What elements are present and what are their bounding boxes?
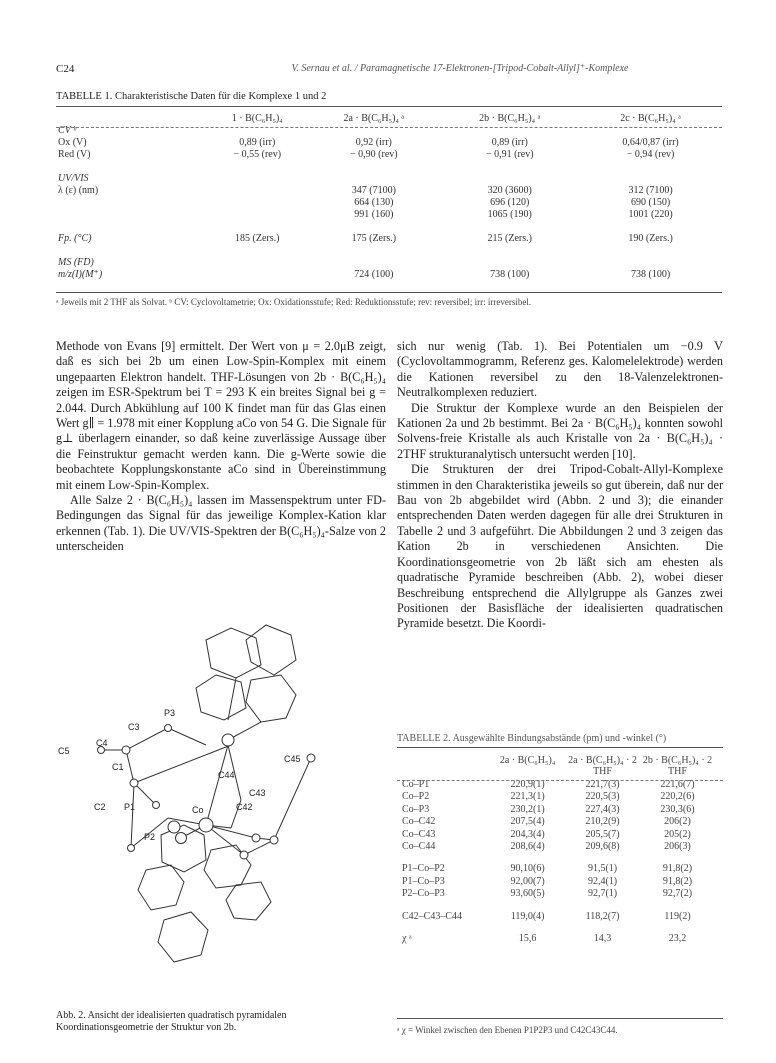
table-cell (206, 269, 308, 281)
table-cell: 221,6(7) (660, 779, 695, 790)
table-cell (439, 173, 580, 185)
table-cell: 91,5(1) (587, 863, 618, 875)
table-row (56, 209, 721, 221)
table-cell (580, 161, 721, 173)
table-row (400, 901, 715, 911)
table-cell: 1001 (220) (628, 209, 673, 220)
table-cell: 0,89 (irr) (239, 137, 276, 148)
paragraph: Die Strukturen der drei Tripod-Cobalt-Allyl-Komplexe stimmen in den Charakteristika jeweils so gut überein, daß nur der Bau von 2b abgebildet wird (Abbn. 2 und 3); die einander entsprechenden Daten werden dagegen für alle drei Strukturen in Tabelle 2 und 3 aufgeführt. Die Abbildungen 2 und 3 zeigen das Kation 2b in verschiedenen Ansichten. Die Koordinationsgeometrie von 2b läßt sich am ehesten als quadratische Pyramide beschreiben (Abb. 2), wobei dieser Beschreibung entsprechend die Allylgruppe als Ganzes zwei Positionen der Basisfläche der idealisierten quadratischen Pyramide besetzt. Die Koordi- (397, 462, 723, 631)
table-row (400, 853, 715, 863)
table-cell (580, 221, 721, 233)
table-cell: 221,7(3) (585, 779, 620, 790)
table1-header-cell (56, 113, 206, 125)
table-cell (206, 245, 308, 257)
table-cell (206, 185, 308, 197)
table-cell: − 0,55 (rev) (233, 149, 282, 160)
table-cell: 991 (160) (354, 209, 394, 220)
table-cell: 119,0(4) (510, 910, 545, 922)
table2-top-rule (397, 747, 723, 748)
table-cell: Co–C43 (402, 828, 436, 840)
table-row (56, 197, 721, 209)
table-row (400, 923, 715, 933)
atom-label: C3 (128, 722, 140, 732)
table-cell: CV ᵇ (58, 125, 76, 136)
table-cell (580, 257, 721, 269)
table-cell: 230,3(6) (660, 803, 695, 815)
table-row (400, 829, 715, 841)
table-cell (439, 221, 580, 233)
table-cell: 14,3 (593, 933, 612, 945)
table-cell: Co–C44 (402, 841, 436, 853)
atom-label: C42 (236, 802, 253, 812)
table-cell: 208,6(4) (510, 841, 545, 853)
paragraph: Methode von Evans [9] ermittelt. Der Wert von μ = 2.0μB zeigt, daß es sich bei 2b um einen Low-Spin-Komplex mit einem ungepaarten Elektron handelt. THF-Lösungen von 2b · B(C₆H₅)₄ zeigen im ESR-Spektrum bei T = 293 K ein breites Signal bei g = 2.044. Durch Abkühlung auf 100 K findet man für das Glas einen Wert g∥ = 1.978 mit einer Kopplung aCo von 54 G. Die Signale für g⊥ überlagern einander, so daß keine zuverlässige Aussage über die Feinstruktur gemacht werden kann. Die g-Werte sowie die beobachtete Kopplungskonstante aCo sind in Übereinstimmung mit einem Low-Spin-Komplex. (56, 339, 386, 492)
paragraph: sich nur wenig (Tab. 1). Bei Potentialen um −0.9 V (Cyclovoltammogramm, Referenz ges. Kalomelelektrode) werden die Kationen reversibel zu den 18-Valenzelektronen-Neutralkomplexen reduziert. (397, 339, 723, 400)
table-row (400, 841, 715, 853)
table-cell: Co–P1 (402, 779, 430, 790)
body-column-right (397, 339, 723, 632)
table1-header-cell: 2b · B(C₆H₅)₄ ᵃ (479, 113, 541, 124)
table-row (56, 269, 721, 281)
table-row (400, 816, 715, 828)
table-cell: 738 (100) (490, 269, 530, 280)
table-cell: P1–Co–P3 (402, 875, 445, 887)
atom-label: C45 (284, 754, 301, 764)
table1-header-cell: 2a · B(C₆H₅)₄ ᵃ (343, 113, 405, 124)
table-cell: 221,3(1) (510, 791, 545, 803)
table-row (56, 233, 721, 245)
table-cell: 0,89 (irr) (491, 137, 528, 148)
table-cell: 190 (Zers.) (628, 233, 673, 244)
table-row (56, 245, 721, 257)
table-row (56, 137, 721, 149)
table-cell: P1–Co–P2 (402, 863, 445, 875)
table-cell (490, 901, 565, 911)
table-cell (439, 257, 580, 269)
table-cell (400, 923, 490, 933)
table-row (56, 149, 721, 161)
table-cell: m/z(I)(M⁺) (58, 269, 103, 280)
table-cell (308, 221, 439, 233)
table-cell: 724 (100) (354, 269, 394, 280)
table-cell: 215 (Zers.) (487, 233, 532, 244)
table-cell: 92,7(1) (587, 888, 618, 900)
table1-header-rule (56, 127, 722, 128)
table-row (400, 911, 715, 923)
table-cell: 347 (7100) (351, 185, 396, 196)
table1-footnote: ᵃ Jeweils mit 2 THF als Solvat. ᵇ CV: Cyclovoltametrie; Ox: Oxidationsstufe; Red: Reduktionsstufe; rev: reversibel; irr: irreversibel. (56, 297, 532, 307)
table-cell (56, 221, 206, 233)
table1 (56, 113, 721, 281)
table-row (400, 804, 715, 816)
figure-caption: Abb. 2. Ansicht der idealisierten quadratisch pyramidalen Koordinationsgeometrie der Struktur von 2b. (56, 1010, 287, 1033)
table2-header-rule (397, 780, 723, 781)
table-cell: λ (ε) (nm) (58, 185, 99, 196)
table-cell: Fp. (°C) (58, 233, 92, 244)
table-cell: 210,2(9) (585, 816, 620, 828)
table-cell (565, 923, 640, 933)
table-cell (580, 173, 721, 185)
table-cell: 220,9(1) (510, 779, 545, 790)
running-title: V. Sernau et al. / Paramagnetische 17-Elektronen-[Tripod-Cobalt-Allyl]⁺-Komplexe (291, 63, 629, 74)
table-row (56, 161, 721, 173)
table-row (400, 791, 715, 803)
table-cell: 175 (Zers.) (351, 233, 397, 244)
table-cell (206, 197, 308, 209)
atom-label: P3 (164, 708, 176, 718)
table-cell: − 0,91 (rev) (485, 149, 534, 160)
atom-label: C44 (218, 770, 235, 780)
table-cell: χ ᵃ (402, 933, 412, 945)
table-cell: 92,4(1) (587, 875, 618, 887)
table-cell (565, 901, 640, 911)
table-cell (56, 209, 206, 221)
table-cell: 0,64/0,87 (irr) (622, 137, 679, 148)
table-cell: 690 (150) (630, 197, 671, 208)
table-cell: 118,2(7) (585, 910, 620, 922)
table-cell: 0,92 (irr) (355, 137, 392, 148)
table-cell (206, 161, 308, 173)
table-cell (206, 173, 308, 185)
page-number: C24 (56, 63, 75, 75)
table-cell (640, 923, 715, 933)
table-cell (56, 245, 206, 257)
atom-label: C4 (96, 738, 108, 748)
table-cell: 206(3) (664, 841, 691, 853)
table-cell: 206(2) (664, 816, 691, 828)
table-row (400, 863, 715, 875)
table-cell: Red (V) (58, 149, 91, 160)
table-row (56, 173, 721, 185)
atom-label: C1 (112, 762, 124, 772)
table-cell: Co–C42 (402, 816, 436, 828)
table-cell: 227,4(3) (585, 803, 620, 815)
table2-caption: TABELLE 2. Ausgewählte Bindungsabstände (pm) und -winkel (°) (397, 733, 667, 744)
table-cell: 209,6(8) (585, 841, 620, 853)
table-cell: MS (FD) (58, 257, 94, 268)
table2 (400, 755, 715, 945)
table-cell: − 0,90 (rev) (350, 149, 398, 160)
atom-label: P1 (124, 802, 136, 812)
table-cell: 230,2(1) (510, 803, 545, 815)
table1-top-rule (56, 106, 722, 107)
table-cell (439, 245, 580, 257)
table2-bottom-rule (397, 1018, 723, 1019)
structure-figure (56, 620, 386, 1005)
table-cell (308, 257, 439, 269)
table-cell (400, 901, 490, 911)
table-cell: 696 (120) (490, 197, 530, 208)
table-cell: 23,2 (668, 933, 687, 945)
table-cell: 204,3(4) (510, 828, 545, 840)
table-row (56, 221, 721, 233)
table-cell: 93,60(5) (510, 888, 545, 900)
table-cell: 207,5(4) (510, 816, 545, 828)
table-cell: Ox (V) (58, 137, 87, 148)
atom-label: C2 (94, 802, 106, 812)
table-cell: 312 (7100) (628, 185, 673, 196)
table-cell (206, 221, 308, 233)
table-cell (640, 853, 715, 863)
table-cell (565, 853, 640, 863)
table-cell (56, 197, 206, 209)
table-cell (640, 901, 715, 911)
table-cell: Co–P2 (402, 791, 430, 803)
ortep-drawing (56, 620, 386, 1005)
table-row (400, 888, 715, 900)
paragraph: Die Struktur der Komplexe wurde an den Beispielen der Kationen 2a und 2b bestimmt. Bei 2a · B(C₆H₅)₄ konnten sowohl Solvens-freie Kristalle als auch Kristalle von 2a · B(C₆H₅)₄ · 2THF strukturanalytisch untersucht werden [10]. (397, 400, 723, 461)
table-cell: 185 (Zers.) (235, 233, 280, 244)
table-cell: 220,5(3) (585, 791, 620, 803)
body-column-left (56, 339, 386, 555)
table-cell (308, 245, 439, 257)
atom-label: P2 (144, 832, 156, 842)
table-cell (206, 257, 308, 269)
paragraph: Alle Salze 2 · B(C₆H₅)₄ lassen im Massenspektrum unter FD-Bedingungen das Signal für das jeweilige Komplex-Kation klar erkennen (Tab. 1). Die UV/VIS-Spektren der B(C₆H₅)₄-Salze von 2 unterscheiden (56, 493, 386, 554)
table-cell (490, 853, 565, 863)
table-cell: 1065 (190) (487, 209, 532, 220)
table-cell (439, 161, 580, 173)
table-cell: 90,10(6) (510, 863, 545, 875)
table-row (400, 876, 715, 888)
table-cell (400, 853, 490, 863)
table2-footnote: ᵃ χ = Winkel zwischen den Ebenen P1P2P3 und C42C43C44. (397, 1025, 618, 1035)
table1-header-cell: 1 · B(C₆H₅)₄ (231, 113, 283, 124)
table2-header-cell (400, 755, 490, 779)
table-cell: 738 (100) (630, 269, 671, 280)
table-cell (580, 245, 721, 257)
table-cell (308, 161, 439, 173)
table2-header-cell: 2b · B(C₆H₅)₄ · 2 THF (642, 755, 713, 777)
table-cell (308, 173, 439, 185)
table1-header-row (56, 113, 721, 125)
table1-caption: TABELLE 1. Charakteristische Daten für die Komplexe 1 und 2 (56, 91, 327, 102)
table-cell: 119(2) (664, 910, 691, 922)
table-cell (56, 161, 206, 173)
table-cell (490, 923, 565, 933)
atom-label: C43 (249, 788, 266, 798)
table-cell: 91,8(2) (662, 875, 693, 887)
table2-header-row (400, 755, 715, 779)
table-row (56, 257, 721, 269)
table-cell: Co–P3 (402, 803, 430, 815)
table1-header-cell: 2c · B(C₆H₅)₄ ᵃ (620, 113, 681, 124)
table-cell: 220,2(6) (660, 791, 695, 803)
table-cell: 320 (3600) (487, 185, 532, 196)
table-cell: 92,00(7) (510, 875, 545, 887)
atom-label: C5 (58, 746, 70, 756)
table1-bottom-rule (56, 292, 722, 293)
table-cell: 664 (130) (354, 197, 394, 208)
table-cell: 205,5(7) (585, 828, 620, 840)
table-cell (206, 209, 308, 221)
table-cell: 205(2) (664, 828, 691, 840)
table2-header-cell: 2a · B(C₆H₅)₄ (499, 755, 556, 766)
atom-label: Co (192, 805, 204, 815)
table-row (56, 185, 721, 197)
table-cell: 91,8(2) (662, 863, 693, 875)
table-cell: 15,6 (518, 933, 537, 945)
table-cell: − 0,94 (rev) (626, 149, 675, 160)
table2-header-cell: 2a · B(C₆H₅)₄ · 2 THF (568, 755, 637, 777)
table-cell: 92,7(2) (662, 888, 693, 900)
table-cell: UV/VIS (58, 173, 89, 184)
table-cell: C42–C43–C44 (402, 910, 463, 922)
table-row (400, 933, 715, 945)
table-cell: P2–Co–P3 (402, 888, 445, 900)
